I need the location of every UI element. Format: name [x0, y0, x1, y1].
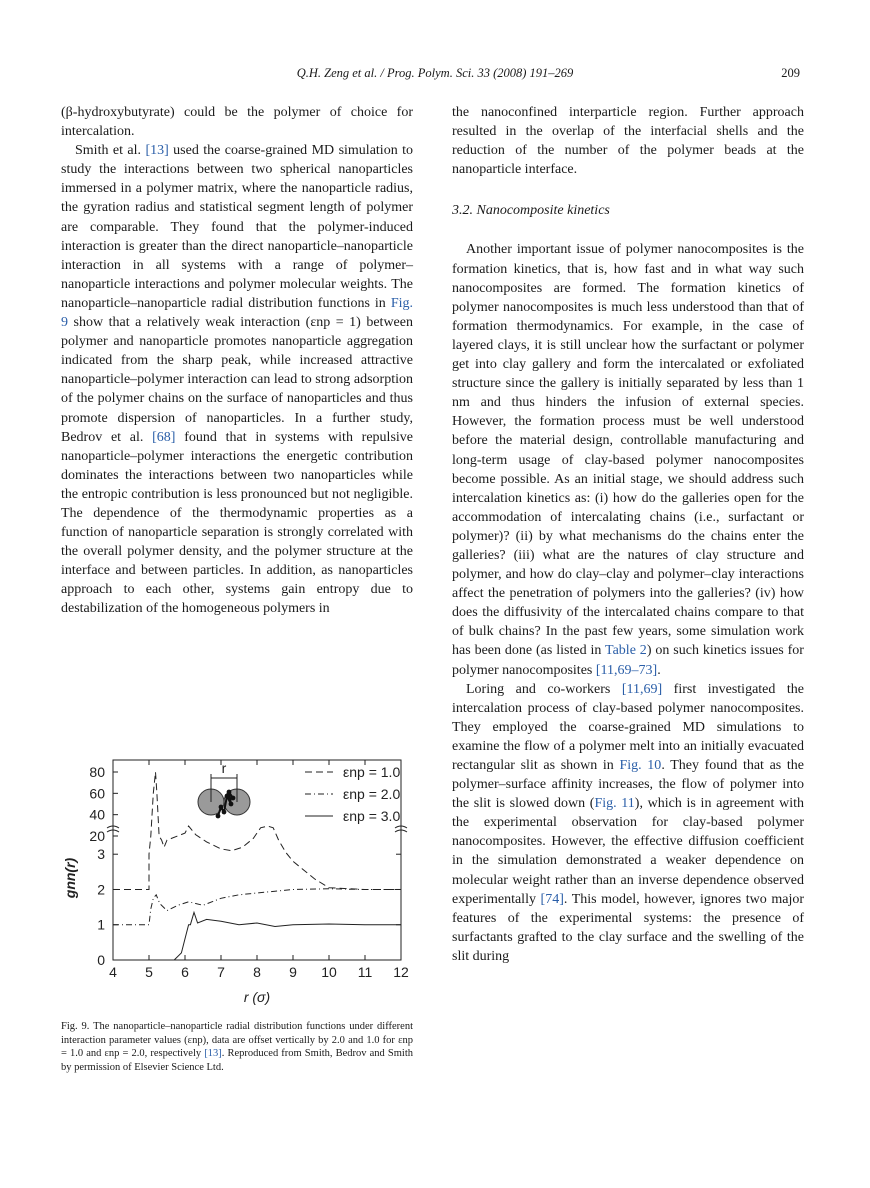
running-title: Q.H. Zeng et al. / Prog. Polym. Sci. 33 (2008) 191–269: [296, 66, 574, 80]
x-tick-label: 11: [357, 964, 373, 980]
right-paragraph-3: Loring and co-workers [11,69] first investigated the intercalation process of clay-based polymer nanocomposites. They employed the coarse-grained MD simulations to examine the flow of a polymer melt into an initially evacuated rectangular slit as shown in Fig. 10. They found that as the polymer–surface affinity increases, the flow of polymer into the slit is slowed down (Fig. 11), which is in agreement with the experimental observation for clay-based polymer nanocomposites. However, the effective diffusion coefficient in the simulation demonstrated a weaker dependence on molecular weight rather than an inverse dependence observed experimentally [74]. This model, however, ignores two major features of the experimental systems: the presence of surfactants grafted to the clay surface and the swelling of the slit during: [452, 681, 805, 964]
table-link[interactable]: Table 2: [605, 643, 647, 659]
citation-link[interactable]: [13]: [204, 1048, 222, 1060]
figure-caption: Fig. 9. The nanoparticle–nanoparticle radial distribution functions under different interaction parameter values (εnp), data are offset vertically by 2.0 and 1.0 for εnp = 1.0 and εnp = 2.0, respectively [13]. Reproduced from Smith, Bedrov and Smith by permission of Elsevier Science Ltd.: [61, 1021, 413, 1073]
x-tick-label: 5: [145, 964, 153, 980]
x-axis-label: r (σ): [243, 989, 271, 1005]
left-paragraph-1: (β-hydroxybutyrate) could be the polymer of choice for intercalation.: [61, 105, 413, 140]
polymer-bead: [227, 790, 232, 795]
x-tick-label: 4: [109, 964, 117, 980]
polymer-bead: [216, 814, 221, 819]
citation-link[interactable]: [68]: [152, 429, 176, 445]
polymer-bead: [219, 805, 224, 810]
x-tick-label: 6: [181, 964, 189, 980]
legend-label: εnp = 1.0: [343, 764, 401, 780]
running-header: [0, 66, 870, 86]
figure-9: [61, 752, 413, 1017]
y-tick-label: 80: [89, 764, 105, 780]
x-tick-label: 8: [253, 964, 261, 980]
citation-link[interactable]: [13]: [145, 143, 169, 159]
y-tick-label: 40: [89, 806, 105, 823]
figure-link[interactable]: Fig. 9: [61, 295, 413, 331]
inset-label: r: [221, 760, 227, 776]
left-paragraph-2: Smith et al. [13] used the coarse-grained MD simulation to study the interactions between two spherical nanoparticles immersed in a polymer matrix, where the nanoparticle radius, the gyration radius and statistical segment length of polymer are comparable. They found that the polymer-induced interaction is greater than the direct nanoparticle–nanoparticle interaction in all systems with a range of polymer–nanoparticle interactions and polymer molecular weights. The nanoparticle–nanoparticle radial distribution functions in Fig. 9 show that a relatively weak interaction (εnp = 1) between polymer and nanoparticle promotes nanoparticle aggregation indicated from the sharp peak, while increased attractive nanoparticle–polymer interaction can lead to strong adsorption of the polymer chains on the surface of nanoparticles and thus promote dispersion of nanoparticles. In a further study, Bedrov et al. [68] found that in systems with repulsive nanoparticle–polymer interactions the energetic contribution dominates the interactions between two nanoparticles while the entropic contribution is less pronounced but not negligible. The dependence of the thermodynamic properties as a function of nanoparticle separation is strongly correlated with the overall polymer density, and the polymer structure at the interface and between particles. In addition, as nanoparticles approach to each other, systems gain entropy due to destabilization of the homogeneous polymers in: [61, 143, 414, 617]
x-tick-label: 7: [217, 964, 225, 980]
right-paragraph-2: Another important issue of polymer nanocomposites is the formation kinetics, that is, how fast and in what way such nanocomposites are formed. The formation kinetics of polymer nanocomposites is much less understood than that of formation thermodynamics. For example, in the case of layered clays, it is still unclear how the surfactant or polymer get into clay gallery and form the intercalated or exfoliated structure since the gallery is initially separated by less than 1 nm and thus hinders the infusion of external species. However, the formation process must be well understood before the material design, controllable manufacturing and long-term usage of clay-based polymer nanocomposites become possible. As an initial stage, we should address such intercalation kinetics as: (i) how do the galleries open for the accommodation of intercalating chains (i.e., surfactant or polymer)? (ii) by what mechanisms do the chains enter the galleries? (iii) what are the natures of clay structure and polymer, and how do clay–clay and polymer–clay interactions affect the penetration of polymers into the galleries? (iv) how does the diffusivity of the intercalated chains compare to that of bulk chains? In the past few years, some simulation work has been done (as listed in Table 2) on such kinetics issues for polymer nanocomposites [11,69–73].: [452, 242, 804, 678]
citation-link[interactable]: [11,69–73]: [595, 662, 658, 678]
citation-link[interactable]: [74]: [540, 891, 564, 907]
y-tick-label: 0: [97, 952, 105, 968]
y-tick-label: 60: [89, 785, 105, 802]
section-heading: 3.2. Nanocomposite kinetics: [452, 203, 610, 219]
y-axis-label: gnn(r): [62, 857, 78, 899]
series-line: [113, 889, 401, 925]
y-tick-label: 3: [97, 846, 105, 863]
series-line: [113, 912, 401, 960]
x-tick-label: 10: [321, 964, 337, 980]
x-tick-label: 12: [393, 964, 409, 980]
page-number: 209: [781, 66, 800, 80]
legend-label: εnp = 2.0: [343, 786, 401, 802]
legend-label: εnp = 3.0: [343, 808, 401, 824]
left-column: [61, 103, 413, 619]
right-column: [452, 103, 804, 966]
x-tick-label: 9: [289, 964, 297, 980]
figure-link[interactable]: Fig. 10: [619, 758, 662, 773]
polymer-bead: [229, 802, 234, 807]
y-tick-label: 1: [97, 916, 105, 933]
y-tick-label: 2: [97, 881, 105, 898]
polymer-bead: [222, 810, 227, 815]
rdf-chart: [61, 752, 413, 1017]
y-tick-label: 20: [89, 828, 105, 844]
citation-link[interactable]: [11,69]: [621, 681, 663, 697]
figure-link[interactable]: Fig. 11: [594, 796, 635, 812]
right-paragraph-1: the nanoconfined interparticle region. Further approach resulted in the overlap of the interfacial shells and the reduction of the number of the polymer beads at the nanoparticle interface.: [452, 105, 804, 178]
polymer-bead: [231, 796, 236, 801]
